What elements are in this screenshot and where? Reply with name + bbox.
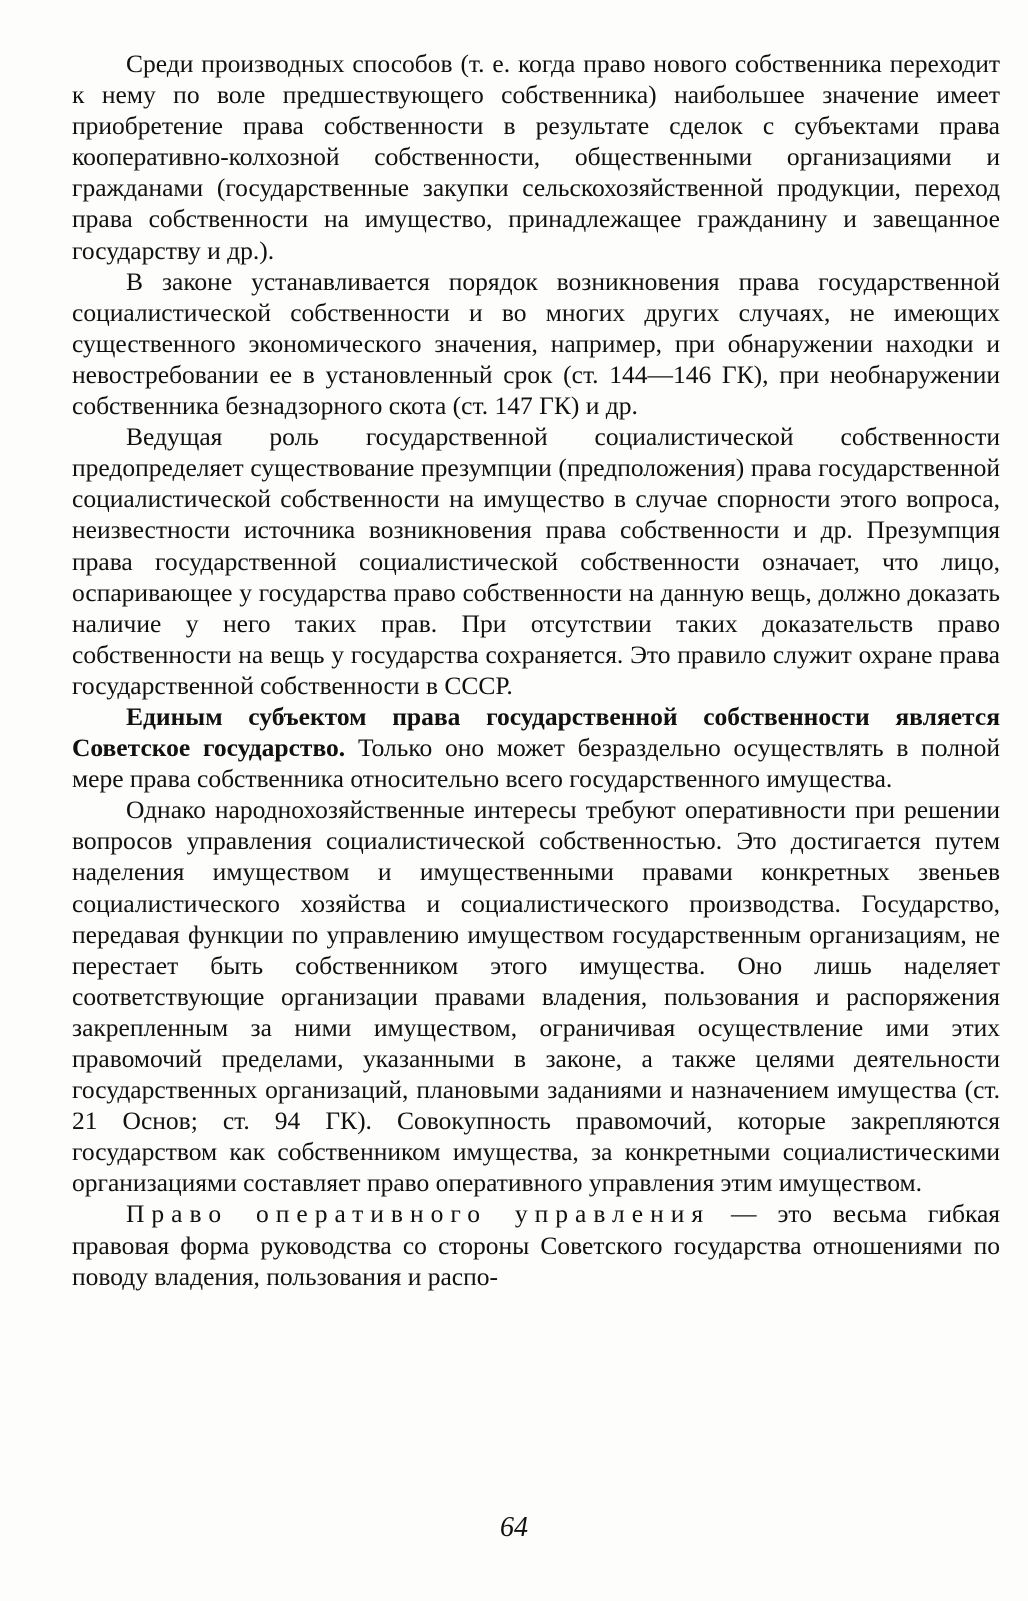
spaced-term: Право оперативного управления <box>126 1199 711 1229</box>
paragraph-derivative-methods <box>72 48 1000 266</box>
paragraph-single-subject <box>72 701 1000 794</box>
page-number: 64 <box>500 1512 528 1543</box>
paragraph-text: — это весьма гибкая правовая форма руководства со стороны Советского государства отношениями по поводу владения, пользования и распо- <box>72 1199 1000 1291</box>
body-text <box>72 48 1000 1292</box>
paragraph-text: Однако народнохозяйственные интересы требуют оперативности при решении вопросов управления социалистической собственностью. Это достигается путем наделения имуществом и имущественными правами конкретных звеньев социалистического хозяйства и социалистического производства. Государство, передавая функции по управлению имуществом государственным организациям, не перестает быть собственником этого имущества. Оно лишь наделяет соответствующие организации правами владения, пользования и распоряжения закрепленным за ними имуществом, ограничивая осуществление ими этих правомочий пределами, указанными в законе, а также целями деятельности государственных организаций, плановыми заданиями и назначением имущества (ст. 21 Основ; ст. 94 ГК). Совокупность правомочий, которые закрепляются государством как собственником имущества, за конкретными социалистическими организациями составляет право оперативного управления этим имуществом. <box>72 795 1000 1198</box>
bold-thesis: Единым субъектом права государственной собственности является Советское государство. <box>72 701 1000 763</box>
paragraph-right-definition <box>72 1198 1000 1291</box>
paragraph-text: Ведущая роль государственной социалистической собственности предопределяет существование презумпции (предположения) права государственной социалистической собственности на имущество в случае спорности этого вопроса, неизвестности источника возникновения права собственности и др. Презумпция права государственной социалистической собственности означает, что лицо, оспаривающее у государства право собственности на данную вещь, должно доказать наличие у него таких прав. При отсутствии таких доказательств право собственности на вещь у государства сохраняется. Это правило служит охране права государственной собственности в СССР. <box>72 422 1000 700</box>
paragraph-operational-management <box>72 794 1000 1198</box>
paragraph-text: Среди производных способов (т. е. когда право нового собственника переходит к нему по воле предшествующего собственника) наибольшее значение имеет приобретение права собственности в результате сделок с субъектами права кооперативно-колхозной собственности, общественными организациями и гражданами (государственные закупки сельскохозяйственной продукции, переход права собственности на имущество, принадлежащее гражданину и завещанное государству и др.). <box>72 49 1000 265</box>
paragraph-text: Только оно может безраздельно осуществлять в полной мере права собственника относительно всего государственного имущества. <box>72 733 1000 794</box>
paragraph-text: В законе устанавливается порядок возникновения права государственной социалистической собственности и во многих других случаях, не имеющих существенного экономического значения, например, при обнаружении находки и невостребовании ее в установленный срок (ст. 144—146 ГК), при необнаружении собственника безнадзорного скота (ст. 147 ГК) и др. <box>72 266 1000 421</box>
paragraph-law-procedure <box>72 266 1000 421</box>
paragraph-presumption <box>72 421 1000 701</box>
